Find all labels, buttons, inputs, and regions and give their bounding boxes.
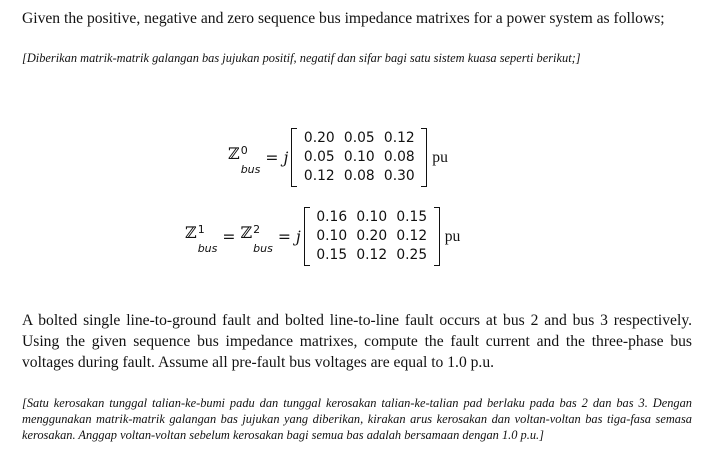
z-bus-zero-symbol: ℤ 0 bus	[228, 143, 261, 176]
imaginary-unit: j	[283, 148, 289, 167]
matrix-cell: 0.10	[356, 209, 388, 225]
unit-label: pu	[432, 148, 448, 166]
matrix-cell: 0.05	[343, 130, 375, 146]
positive-negative-sequence-matrix	[303, 207, 441, 266]
matrix-cell: 0.12	[356, 247, 388, 263]
matrix-cell: 0.15	[396, 209, 428, 225]
matrix-cell: 0.05	[303, 149, 335, 165]
left-bracket	[304, 207, 310, 266]
zero-sequence-equation	[228, 128, 448, 187]
superscript: 2	[253, 222, 261, 236]
intro-english-text: Given the positive, negative and zero sequence bus impedance matrixes for a power system as follows;	[22, 10, 665, 27]
matrix-cell: 0.20	[356, 228, 388, 244]
matrix-cell: 0.12	[303, 168, 335, 184]
matrix-cell: 0.10	[343, 149, 375, 165]
z-bus-positive-symbol: ℤ 1 bus	[185, 222, 218, 255]
matrix-cell: 0.30	[383, 168, 415, 184]
matrix-cell: 0.10	[316, 228, 348, 244]
subscript: bus	[197, 241, 218, 255]
equals-sign: =	[265, 148, 279, 167]
matrix-cell: 0.25	[396, 247, 428, 263]
matrix-cell: 0.15	[316, 247, 348, 263]
matrix-cell: 0.12	[396, 228, 428, 244]
matrix-cell: 0.08	[383, 149, 415, 165]
zero-sequence-matrix	[290, 128, 428, 187]
superscript: 1	[197, 222, 205, 236]
unit-label: pu	[444, 227, 461, 245]
intro-malay-text: [Diberikan matrik-matrik galangan bas jujukan positif, negatif dan sifar bagi satu sistem kuasa seperti berikut;]	[22, 51, 581, 65]
positive-negative-sequence-equation	[185, 207, 460, 266]
z-bus-negative-symbol: ℤ 2 bus	[240, 222, 273, 255]
equals-sign: =	[222, 227, 236, 246]
equals-sign: =	[277, 227, 291, 246]
left-bracket	[291, 128, 297, 187]
matrix-cell: 0.12	[383, 130, 415, 146]
right-bracket	[434, 207, 440, 266]
question-english-text: A bolted single line-to-ground fault and bolted line-to-line fault occurs at bus 2 and bus 3 respectively. Using the given sequence bus impedance matrixes, compute the fault current and the three-phase bus voltages during fault. Assume all pre-fault bus voltages are equal to 1.0 p.u.	[22, 312, 692, 372]
superscript: 0	[240, 143, 248, 157]
imaginary-unit: j	[295, 227, 301, 246]
subscript: bus	[253, 241, 273, 255]
matrix-cell: 0.08	[343, 168, 375, 184]
subscript: bus	[240, 162, 261, 176]
question-malay-text: [Satu kerosakan tunggal talian-ke-bumi padu dan tunggal kerosakan talian-ke-talian pad berlaku pada bas 2 dan bas 3. Dengan menggunakan matrik-matrik galangan bas jujukan yang diberikan, kirakan arus kerosakan dan voltan-voltan bas tiga-fasa semasa kerosakan. Anggap voltan-voltan sebelum kerosakan bagi semua bas adalah bersamaan dengan 1.0 p.u.]	[22, 396, 692, 443]
matrix-cell: 0.20	[303, 130, 335, 146]
matrix-cell: 0.16	[316, 209, 348, 225]
right-bracket	[421, 128, 427, 187]
